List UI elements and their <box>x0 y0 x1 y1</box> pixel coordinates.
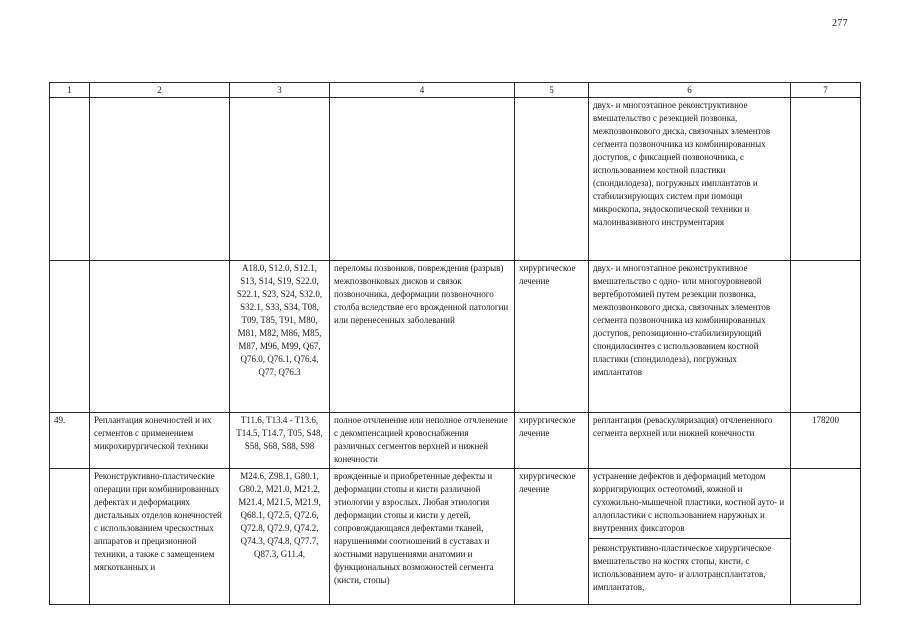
price <box>791 98 861 261</box>
treatment-type <box>515 98 589 261</box>
service-name: Реконструктивно-пластические операции при комбинированных дефектах и деформациях дистальных отделов конечностей с использованием чрескостных аппаратов и прецизионной техники, а также с замещением мягкотканных и <box>90 469 230 605</box>
column-header: 2 <box>90 83 230 98</box>
price <box>791 261 861 413</box>
treatment-method: двух- и многоэтапное реконструктивное вмешательство с резекцией позвонка, межпозвонкового диска, связочных элементов сегмента позвоночника из комбинированных доступов, с фиксацией позвоночника, с использованием костной пластики (спондилодеза), погружных имплантатов и стабилизирующих систем при помощи микроскопа, эндоскопической техники и малоинвазивного инструментария <box>589 98 791 261</box>
medical-services-table <box>49 82 861 605</box>
treatment-type: хирургическое лечение <box>515 261 589 413</box>
treatment-type: хирургическое лечение <box>515 469 589 605</box>
treatment-type: хирургическое лечение <box>515 413 589 469</box>
treatment-method: устранение дефектов и деформаций методом корригирующих остеотомий, кожной и сухожильно-мышечной пластики, костной ауто- и аллопластики с использованием наружных и внутренних фиксаторов <box>593 471 785 533</box>
page-number: 277 <box>832 18 848 29</box>
treatment-method: двух- и многоэтапное реконструктивное вмешательство с одно- или многоуровневой вертебротомией путем резекции позвонка, межпозвонкового диска, связочных элементов сегмента позвоночника из комбинированных доступов, репозиционно-стабилизирующий спондилосинтез с использованием костной пластики (спондилодеза), погружных имплантатов <box>589 261 791 413</box>
treatment-method: реплантация (реваскуляризация) отчлененного сегмента верхней или нижней конечности <box>589 413 791 469</box>
column-header: 4 <box>330 83 515 98</box>
row-number <box>50 261 90 413</box>
diagnosis: врожденные и приобретенные дефекты и деформации стопы и кисти различной этиологии у взрослых. Любая этиология деформации стопы и кисти у детей, сопровождающаяся дефектами тканей, нарушениями соотношений в суставах и костными нарушениями анатомии и функциональных возможностей сегмента (кисти, стопы) <box>330 469 515 605</box>
service-name: Реплантация конечностей и их сегментов с применением микрохирургической техники <box>90 413 230 469</box>
row-number <box>50 98 90 261</box>
icd-codes: M24.6, Z98.1, G80.1, G80.2, M21.0, M21.2, M21.4, M21.5, M21.9, Q68.1, Q72.5, Q72.6, Q72.8, Q72.9, Q74.2, Q74.3, Q74.8, Q77.7, Q87.3, G11.4, <box>230 469 330 605</box>
table-row <box>50 98 861 261</box>
diagnosis: переломы позвонков, повреждения (разрыв) межпозвонковых дисков и связок позвоночника, деформации позвоночного столба вследствие его врожденной патологии или перенесенных заболеваний <box>330 261 515 413</box>
diagnosis <box>330 98 515 261</box>
icd-codes: A18.0, S12.0, S12.1, S13, S14, S19, S22.0, S22.1, S23, S24, S32.0, S32.1, S33, S34, T08, T09, T85, T91, M80, M81, M82, M86, M85, M87, M96, M99, Q67, Q76.0, Q76.1, Q76.4, Q77, Q76.3 <box>230 261 330 413</box>
column-header: 3 <box>230 83 330 98</box>
column-header: 6 <box>589 83 791 98</box>
column-header: 1 <box>50 83 90 98</box>
treatment-method-secondary: реконструктивно-пластическое хирургическое вмешательство на костях стопы, кисти, с использованием ауто- и аллотрансплантатов, имплантатов, <box>589 538 790 594</box>
column-header: 5 <box>515 83 589 98</box>
diagnosis: полное отчленение или неполное отчленение с декомпенсацией кровоснабжения различных сегментов верхней и нижней конечности <box>330 413 515 469</box>
table-row <box>50 261 861 413</box>
treatment-method-cell <box>589 469 791 605</box>
icd-codes <box>230 98 330 261</box>
row-number: 49. <box>50 413 90 469</box>
column-header: 7 <box>791 83 861 98</box>
icd-codes: T11.6, T13.4 - T13.6, T14.5, T14.7, T05, S48, S58, S68, S88, S98 <box>230 413 330 469</box>
price: 178200 <box>791 413 861 469</box>
row-number <box>50 469 90 605</box>
table-header-row <box>50 83 861 98</box>
table-row <box>50 413 861 469</box>
service-name <box>90 261 230 413</box>
price <box>791 469 861 605</box>
table-row <box>50 469 861 605</box>
service-name <box>90 98 230 261</box>
